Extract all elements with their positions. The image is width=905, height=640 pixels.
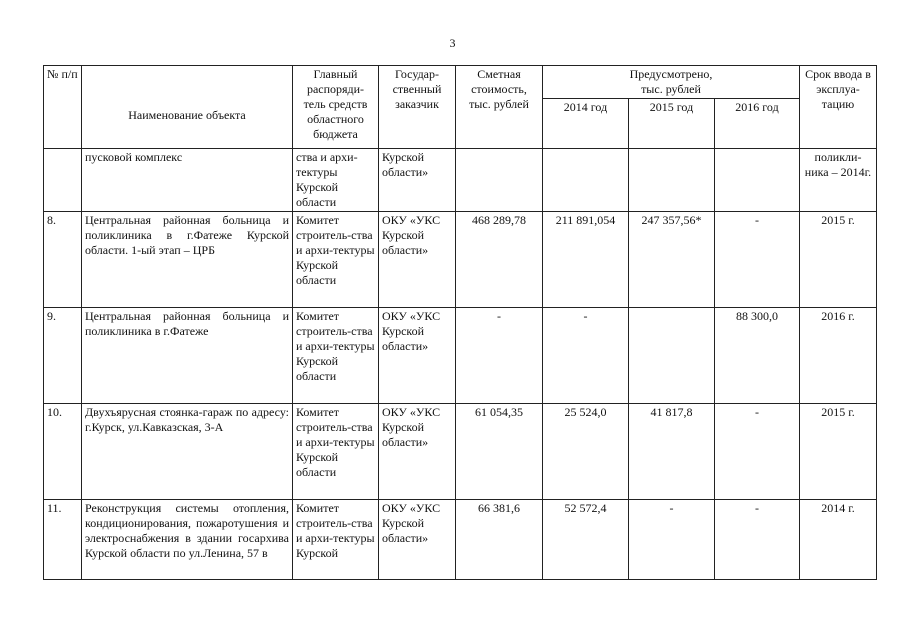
header-manager: Главный распоряди-тель средств областного бюджета xyxy=(293,66,379,149)
row-2015 xyxy=(629,308,715,404)
row-commission: 2015 г. xyxy=(800,404,877,500)
row-2014: 211 891,054 xyxy=(543,212,629,308)
row-manager: Комитет строитель-ства и архи-тектуры Курской области xyxy=(293,212,379,308)
row-2015: 247 357,56* xyxy=(629,212,715,308)
row-commission: 2016 г. xyxy=(800,308,877,404)
row-2014: 52 572,4 xyxy=(543,500,629,580)
header-name: Наименование объекта xyxy=(82,66,293,149)
row-commission: 2014 г. xyxy=(800,500,877,580)
row-2015: 41 817,8 xyxy=(629,404,715,500)
row-manager: Комитет строитель-ства и архи-тектуры Курской области xyxy=(293,308,379,404)
row-name: Центральная районная больница и поликлиника в г.Фатеже xyxy=(82,308,293,404)
row-cost xyxy=(456,149,543,212)
header-commission: Срок ввода в эксплуа-тацию xyxy=(800,66,877,149)
row-2015 xyxy=(629,149,715,212)
table-row xyxy=(44,212,877,308)
header-year-2015: 2015 год xyxy=(629,99,715,149)
header-customer: Государ-ственный заказчик xyxy=(379,66,456,149)
row-num: 8. xyxy=(44,212,82,308)
row-2014 xyxy=(543,149,629,212)
header-planned-line1: Предусмотрено, xyxy=(629,67,713,81)
header-planned xyxy=(543,66,800,99)
row-name: пусковой комплекс xyxy=(82,149,293,212)
row-2016: - xyxy=(715,500,800,580)
row-customer: ОКУ «УКС Курской области» xyxy=(379,308,456,404)
row-num: 11. xyxy=(44,500,82,580)
row-customer: ОКУ «УКС Курской области» xyxy=(379,500,456,580)
row-manager: Комитет строитель-ства и архи-тектуры Курской области xyxy=(293,404,379,500)
table-row xyxy=(44,404,877,500)
table-header xyxy=(44,66,877,149)
header-cost: Сметная стоимость, тыс. рублей xyxy=(456,66,543,149)
row-customer: Курской области» xyxy=(379,149,456,212)
row-name: Двухъярусная стоянка-гараж по адресу: г.Курск, ул.Кавказская, 3-А xyxy=(82,404,293,500)
row-commission: поликли-ника – 2014г. xyxy=(800,149,877,212)
row-2014: 25 524,0 xyxy=(543,404,629,500)
row-cost: - xyxy=(456,308,543,404)
row-commission: 2015 г. xyxy=(800,212,877,308)
row-name: Реконструкция системы отопления, кондиционирования, пожаротушения и электроснабжения в здании госархива Курской области по ул.Ленина, 57 в xyxy=(82,500,293,580)
header-num: № п/п xyxy=(44,66,82,149)
row-customer: ОКУ «УКС Курской области» xyxy=(379,404,456,500)
row-2015: - xyxy=(629,500,715,580)
header-year-2014: 2014 год xyxy=(543,99,629,149)
header-planned-line2: тыс. рублей xyxy=(641,82,701,96)
row-cost: 61 054,35 xyxy=(456,404,543,500)
table-row xyxy=(44,500,877,580)
page-number: 3 xyxy=(449,36,456,50)
table-row xyxy=(44,149,877,212)
header-year-2016: 2016 год xyxy=(715,99,800,149)
row-2016: - xyxy=(715,212,800,308)
investment-objects-table xyxy=(43,65,877,580)
row-cost: 468 289,78 xyxy=(456,212,543,308)
row-2014: - xyxy=(543,308,629,404)
row-num xyxy=(44,149,82,212)
row-name: Центральная районная больница и поликлиника в г.Фатеже Курской области. 1-ый этап – ЦРБ xyxy=(82,212,293,308)
row-num: 10. xyxy=(44,404,82,500)
table-row xyxy=(44,308,877,404)
row-manager: Комитет строитель-ства и архи-тектуры Курской xyxy=(293,500,379,580)
row-manager: ства и архи-тектуры Курской области xyxy=(293,149,379,212)
row-customer: ОКУ «УКС Курской области» xyxy=(379,212,456,308)
row-2016 xyxy=(715,149,800,212)
row-cost: 66 381,6 xyxy=(456,500,543,580)
row-2016: - xyxy=(715,404,800,500)
row-num: 9. xyxy=(44,308,82,404)
row-2016: 88 300,0 xyxy=(715,308,800,404)
